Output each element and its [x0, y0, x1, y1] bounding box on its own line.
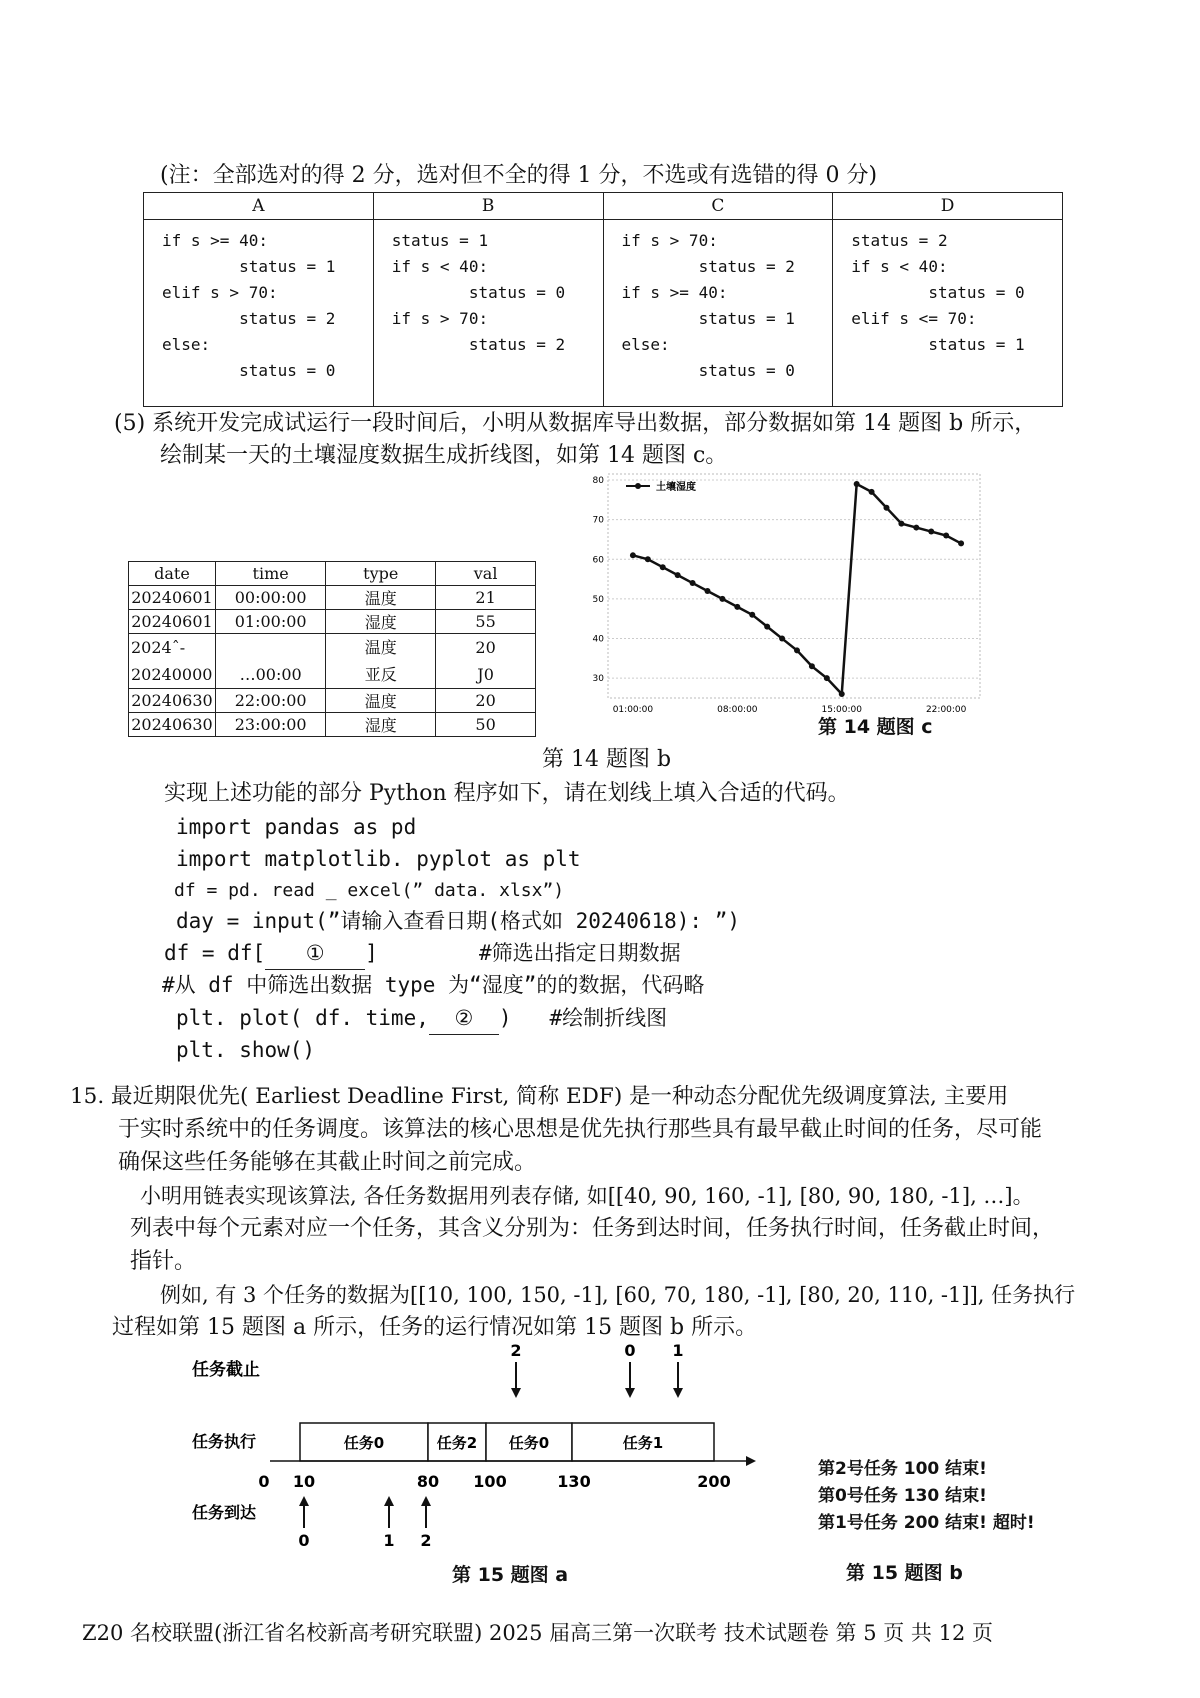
table-cell: J0	[477, 665, 494, 684]
data-point	[630, 552, 636, 558]
row-label-arrive: 任务到达	[192, 1503, 257, 1522]
arrival-label: 1	[383, 1531, 395, 1550]
table-cell: 湿度	[326, 713, 436, 737]
table-cell: 20240630	[129, 689, 216, 713]
option-header-d: D	[833, 193, 1063, 220]
code-line-5	[164, 937, 681, 970]
legend-label: 土壤湿度	[656, 482, 696, 493]
table-cell: 20240601	[129, 610, 216, 634]
table-header-row	[129, 562, 536, 586]
table-cell: 23:00:00	[215, 713, 325, 737]
q15-para3-line2: 过程如第 15 题图 a 所示，任务的运行情况如第 15 题图 b 所示。	[112, 1315, 758, 1340]
page-footer: Z20 名校联盟(浙江省名校新高考研究联盟) 2025 届高三第一次联考 技术试题卷 第 5 页 共 12 页	[82, 1621, 993, 1645]
schedule-diagram	[180, 1340, 780, 1580]
y-tick-label: 50	[592, 594, 604, 605]
q15-para2-line2: 列表中每个元素对应一个任务，其含义分别为：任务到达时间，任务执行时间，任务截止时间，	[130, 1216, 1055, 1241]
table-cell: 00:00:00	[215, 586, 325, 610]
option-header-b: B	[373, 193, 603, 220]
y-axis-ticks	[593, 476, 605, 684]
y-tick-label: 80	[592, 476, 604, 486]
arrow-head-down-icon	[673, 1388, 683, 1398]
exec-block-label: 任务0	[508, 1434, 550, 1452]
x-tick-label: 15:00:00	[821, 705, 862, 715]
part5-text-line1: (5) 系统开发完成试运行一段时间后，小明从数据库导出数据，部分数据如第 14 题图 b 所示，	[114, 411, 1037, 436]
row-label-exec: 任务执行	[192, 1432, 257, 1451]
y-tick-label: 60	[592, 555, 604, 566]
scoring-note: (注：全部选对的得 2 分，选对但不全的得 1 分，不选或有选错的得 0 分)	[160, 163, 878, 188]
x-tick-label: 01:00:00	[612, 705, 654, 715]
tick-label: 200	[697, 1472, 731, 1491]
y-tick-label: 70	[592, 515, 604, 526]
row-label-deadline: 任务截止	[192, 1360, 260, 1380]
data-point	[645, 556, 651, 562]
code-line-3: df = pd. read _ excel(” data. xlsx”)	[174, 880, 565, 901]
code-text: plt. plot( df. time,	[176, 1006, 429, 1030]
table-cell: 20240601	[129, 586, 216, 610]
table-header: time	[215, 562, 325, 586]
tick-label: 0	[258, 1472, 270, 1491]
data-point	[869, 489, 875, 495]
deadline-label: 0	[624, 1341, 636, 1360]
option-header-c: C	[603, 193, 833, 220]
tick-label: 10	[292, 1472, 316, 1491]
code-comment: #绘制折线图	[549, 1006, 668, 1030]
q15-para2-line1: 小明用链表实现该算法, 各任务数据用列表存储, 如[[40, 90, 160, -1], [80, 90, 180, -1], …]。	[140, 1184, 1034, 1208]
result-line-1: 第2号任务 100 结束!	[818, 1459, 987, 1479]
y-tick-label: 40	[592, 634, 604, 645]
data-point	[809, 663, 815, 669]
table-row	[129, 713, 536, 737]
data-point	[884, 505, 890, 511]
option-header-a: A	[144, 193, 374, 220]
fig-c-caption: 第 14 题图 c	[818, 716, 933, 738]
table-cell: 50	[436, 713, 536, 737]
data-point	[749, 612, 755, 618]
q15-para1-line2: 于实时系统中的任务调度。该算法的核心思想是优先执行那些具有最早截止时间的任务，尽可能	[118, 1117, 1043, 1142]
humidity-series-points	[630, 481, 964, 697]
table-cell: …00:00	[215, 634, 325, 689]
table-row	[129, 610, 536, 634]
code-intro: 实现上述功能的部分 Python 程序如下，请在划线上填入合适的代码。	[164, 781, 850, 806]
data-point	[779, 636, 785, 642]
table-cell: 22:00:00	[215, 689, 325, 713]
option-code-a: if s >= 40: status = 1 elif s > 70: status = 2 else: status = 0	[162, 231, 336, 380]
option-code-c: if s > 70: status = 2 if s >= 40: status = 1 else: status = 0	[621, 231, 795, 380]
table-cell: 20	[475, 638, 496, 657]
table-row-ellipsis	[129, 634, 536, 689]
data-point	[898, 521, 904, 527]
code-text: ]	[365, 941, 378, 965]
y-tick-label: 30	[592, 674, 604, 685]
data-point	[734, 604, 740, 610]
deadline-label: 1	[672, 1341, 684, 1360]
humidity-line-chart	[578, 468, 1018, 730]
result-line-2: 第0号任务 130 结束!	[818, 1486, 987, 1506]
option-code-b: status = 1 if s < 40: status = 0 if s > 70: status = 2	[391, 231, 566, 354]
code-comment: #筛选出指定日期数据	[478, 941, 681, 965]
exec-block-label: 任务1	[622, 1434, 664, 1452]
code-line-7	[176, 1002, 667, 1035]
result-line-3: 第1号任务 200 结束! 超时!	[818, 1513, 1035, 1533]
table-cell: 2024ˆ-	[131, 638, 186, 657]
code-line-4: day = input(”请输入查看日期(格式如 20240618): ”)	[176, 909, 741, 933]
legend-marker	[635, 483, 641, 489]
data-point	[824, 675, 830, 681]
q15-para3-line1: 例如, 有 3 个任务的数据为[[10, 100, 150, -1], [60, 70, 180, -1], [80, 20, 110, -1]], 任务执行	[160, 1283, 1076, 1307]
table-cell: 01:00:00	[215, 610, 325, 634]
table-row	[129, 689, 536, 713]
q15-para1-line1: 15. 最近期限优先( Earliest Deadline First, 简称 EDF) 是一种动态分配优先级调度算法, 主要用	[70, 1084, 1009, 1109]
table-cell: 20240000	[131, 665, 213, 684]
code-line-8: plt. show()	[176, 1038, 316, 1062]
x-tick-label: 22:00:00	[925, 705, 967, 715]
table-header: date	[129, 562, 216, 586]
data-point	[660, 564, 666, 570]
table-cell: 21	[436, 586, 536, 610]
plot-area	[608, 474, 980, 698]
data-point	[705, 588, 711, 594]
data-point	[764, 624, 770, 630]
data-point	[958, 540, 964, 546]
data-table	[128, 561, 536, 737]
table-cell: 亚反	[364, 665, 397, 684]
table-row	[129, 586, 536, 610]
fig-b-caption: 第 14 题图 b	[542, 747, 672, 772]
data-point	[675, 572, 681, 578]
table-cell: 湿度	[326, 610, 436, 634]
data-point	[839, 691, 845, 697]
answer-blank-2[interactable]: ②	[429, 1002, 499, 1035]
data-point	[854, 481, 860, 487]
tick-label: 130	[557, 1472, 591, 1491]
exec-block-label: 任务2	[436, 1434, 478, 1452]
fig-a-caption: 第 15 题图 a	[452, 1564, 569, 1586]
table-header: type	[326, 562, 436, 586]
fig-b15-caption: 第 15 题图 b	[846, 1562, 963, 1584]
table-cell: 温度	[326, 586, 436, 610]
code-text: )	[498, 1006, 512, 1030]
table-cell: 20	[436, 689, 536, 713]
table-cell: 温度	[364, 638, 397, 657]
option-code-d: status = 2 if s < 40: status = 0 elif s <= 70: status = 1	[851, 231, 1025, 354]
code-line-6: #从 df 中筛选出数据 type 为“湿度”的的数据，代码略	[162, 973, 705, 997]
data-point	[928, 529, 934, 535]
deadline-label: 2	[510, 1341, 522, 1360]
table-cell: 20240630	[129, 713, 216, 737]
data-point	[690, 580, 696, 586]
humidity-series-line	[633, 484, 961, 694]
arrow-head-down-icon	[511, 1388, 521, 1398]
part5-text-line2: 绘制某一天的土壤湿度数据生成折线图，如第 14 题图 c。	[160, 443, 728, 468]
q15-para1-line3: 确保这些任务能够在其截止时间之前完成。	[118, 1150, 537, 1175]
arrow-head-down-icon	[625, 1388, 635, 1398]
code-text: df = df[	[164, 941, 266, 965]
table-header: val	[436, 562, 536, 586]
data-point	[794, 647, 800, 653]
table-cell: 温度	[326, 689, 436, 713]
data-point	[913, 525, 919, 531]
tick-label: 100	[473, 1472, 507, 1491]
options-table	[143, 192, 1063, 407]
data-point	[719, 596, 725, 602]
code-line-1: import pandas as pd	[176, 815, 417, 839]
answer-blank-1[interactable]: ①	[265, 937, 365, 970]
arrival-label: 2	[420, 1531, 432, 1550]
table-cell: 55	[436, 610, 536, 634]
x-tick-label: 08:00:00	[717, 705, 758, 715]
data-point	[943, 532, 949, 538]
code-line-2: import matplotlib. pyplot as plt	[176, 847, 581, 871]
arrow-head-right-icon	[746, 1456, 756, 1466]
q15-para2-line3: 指针。	[130, 1249, 197, 1274]
exec-block-label: 任务0	[343, 1434, 385, 1452]
tick-label: 80	[416, 1472, 440, 1491]
arrival-label: 0	[298, 1531, 310, 1550]
